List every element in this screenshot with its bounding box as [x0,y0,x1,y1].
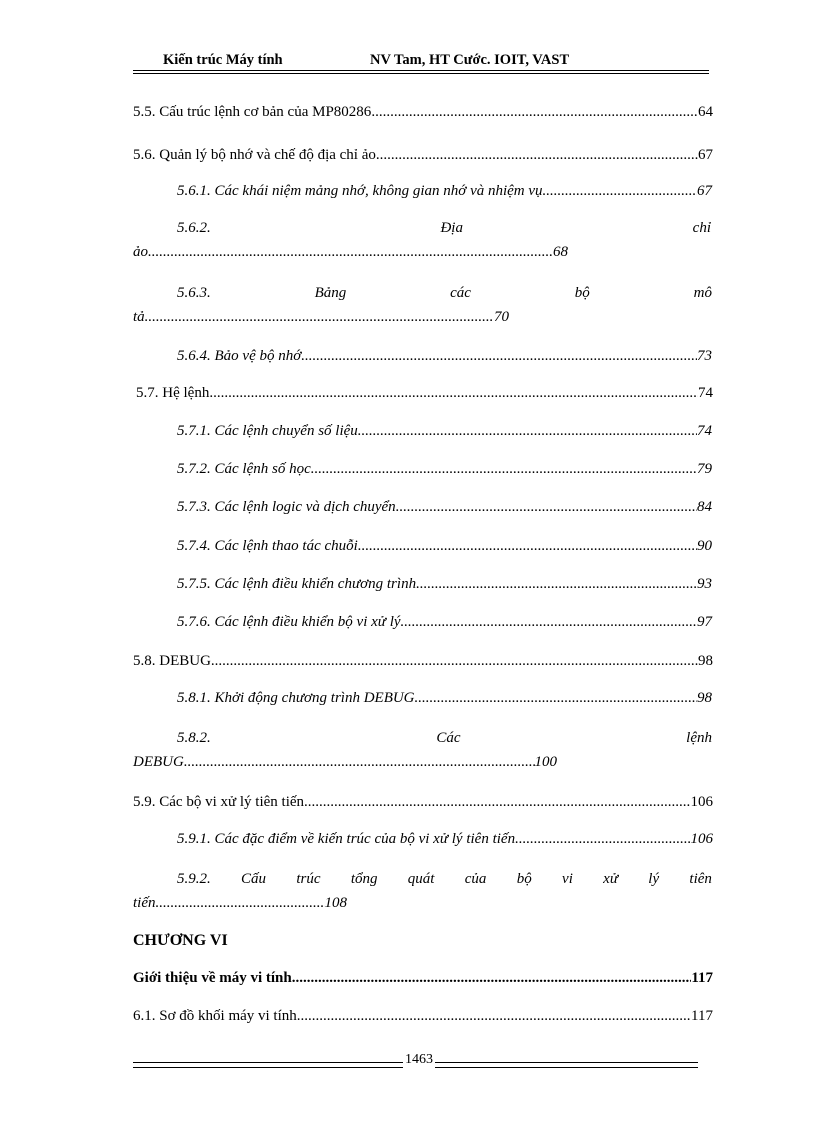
toc-word: các [450,285,471,301]
toc-entry [133,146,713,164]
toc-entry-page: 84 [697,499,712,515]
toc-entry-continuation [133,894,347,912]
toc-entry-page: 108 [324,895,347,911]
toc-word: quát [407,871,435,887]
toc-entry-justified [177,729,712,747]
toc-entry [177,537,712,555]
toc-word: 5.6.2. [177,220,211,236]
toc-entry-title: 6.1. Sơ đồ khối máy vi tính [133,1008,297,1024]
toc-word: Bảng [314,285,347,301]
toc-entry-page: 106 [690,831,713,847]
toc-word: lệnh [686,730,712,746]
toc-entry-page: 117 [691,970,713,986]
toc-entry [177,422,712,440]
toc-entry-title: 5.7.4. Các lệnh thao tác chuỗi [177,538,358,554]
toc-entry [133,103,713,121]
toc-entry-page: 90 [697,538,712,554]
toc-word: mô [693,285,712,301]
toc-entry-title: DEBUG [133,754,184,770]
toc-word: 5.8.2. [177,730,211,746]
footer-rule-right [435,1062,698,1068]
toc-entry [133,793,713,811]
toc-word: tiên [689,871,712,887]
toc-entry [133,652,713,670]
header-authors: NV Tam, HT Cước. IOIT, VAST [370,52,570,68]
toc-entry-page: 97 [697,614,712,630]
toc-word: Cấu [241,871,267,887]
toc-entry-title: 5.7.5. Các lệnh điều khiển chương trình [177,576,417,592]
toc-entry-title: 5.6.1. Các khái niệm mảng nhớ, không gian nhớ và nhiệm vụ [177,183,543,199]
toc-entry-page: 117 [691,1008,713,1024]
toc-entry-title: 5.5. Cấu trúc lệnh cơ bản của MP80286 [133,104,372,120]
chapter-heading: CHƯƠNG VI [133,932,228,949]
toc-entry-title: 5.7.6. Các lệnh điều khiển bộ vi xử lý [177,614,401,630]
toc-entry-title: 5.8.1. Khởi động chương trình DEBUG [177,690,415,706]
toc-entry [177,689,712,707]
toc-entry-page: 98 [698,653,713,669]
toc-word: trúc [296,871,321,887]
toc-entry-page: 100 [534,754,557,770]
toc-word: 5.6.3. [177,285,211,301]
toc-entry-page: 68 [553,244,568,260]
toc-entry [177,182,712,200]
page-footer [133,1052,698,1072]
toc-entry-page: 73 [697,348,712,364]
header-rule-top [133,70,709,71]
toc-entry-justified [177,284,712,302]
toc-entry-title: tiến [133,895,156,911]
toc-word: Các [436,730,461,746]
toc-entry-title: tả [133,309,145,325]
toc-word: của [464,871,487,887]
toc-entry-page: 67 [697,183,712,199]
toc-word: bộ [516,871,532,887]
toc-entry-title: 5.6.4. Bảo vệ bộ nhớ [177,348,302,364]
toc-entry-title: 5.6. Quản lý bộ nhớ và chế độ địa chỉ ảo [133,147,376,163]
toc-entry-justified [177,870,712,888]
toc-entry-title: ảo [133,244,148,260]
toc-entry-page: 74 [698,385,713,401]
toc-word: bộ [574,285,590,301]
toc-entry-title: Giới thiệu về máy vi tính [133,970,292,986]
toc-word: xử [603,871,618,887]
toc-entry-justified [177,219,711,237]
toc-entry-continuation [133,308,509,326]
header-title: Kiến trúc Máy tính [163,52,283,68]
toc-entry-title: 5.8. DEBUG [133,653,211,669]
toc-word: chỉ [692,220,711,236]
toc-entry [177,498,712,516]
toc-entry-page: 70 [494,309,509,325]
page-number: 1463 [405,1052,433,1067]
toc-entry-page: 93 [697,576,712,592]
header-rule-bottom [133,73,709,74]
toc-entry-page: 98 [697,690,712,706]
toc-entry-title: 5.7. Hệ lệnh [136,385,210,401]
toc-entry-page: 67 [698,147,713,163]
toc-word: 5.9.2. [177,871,211,887]
toc-entry [177,347,712,365]
toc-entry-page: 64 [698,104,713,120]
toc-entry [136,384,713,402]
toc-entry-title: 5.9.1. Các đặc điểm về kiến trúc của bộ vi xử lý tiên tiến [177,831,516,847]
toc-entry [133,1007,713,1025]
toc-entry [177,575,712,593]
toc-entry-title: 5.9. Các bộ vi xử lý tiên tiến [133,794,305,810]
toc-word: Địa [440,220,463,236]
toc-word: tổng [350,871,378,887]
toc-entry [177,830,713,848]
footer-rule-left [133,1062,403,1068]
toc-word: lý [648,871,660,887]
toc-entry [133,969,713,987]
toc-entry-continuation [133,753,557,771]
toc-entry [177,613,712,631]
toc-word: vi [562,871,573,887]
toc-entry-page: 106 [690,794,713,810]
toc-entry-continuation [133,243,568,261]
toc-entry [177,460,712,478]
toc-entry-page: 79 [697,461,712,477]
toc-entry-title: 5.7.2. Các lệnh số học [177,461,311,477]
toc-entry-title: 5.7.3. Các lệnh logic và dịch chuyển [177,499,396,515]
page-header [133,50,709,72]
toc-entry-title: 5.7.1. Các lệnh chuyển số liệu [177,423,358,439]
toc-entry-page: 74 [697,423,712,439]
